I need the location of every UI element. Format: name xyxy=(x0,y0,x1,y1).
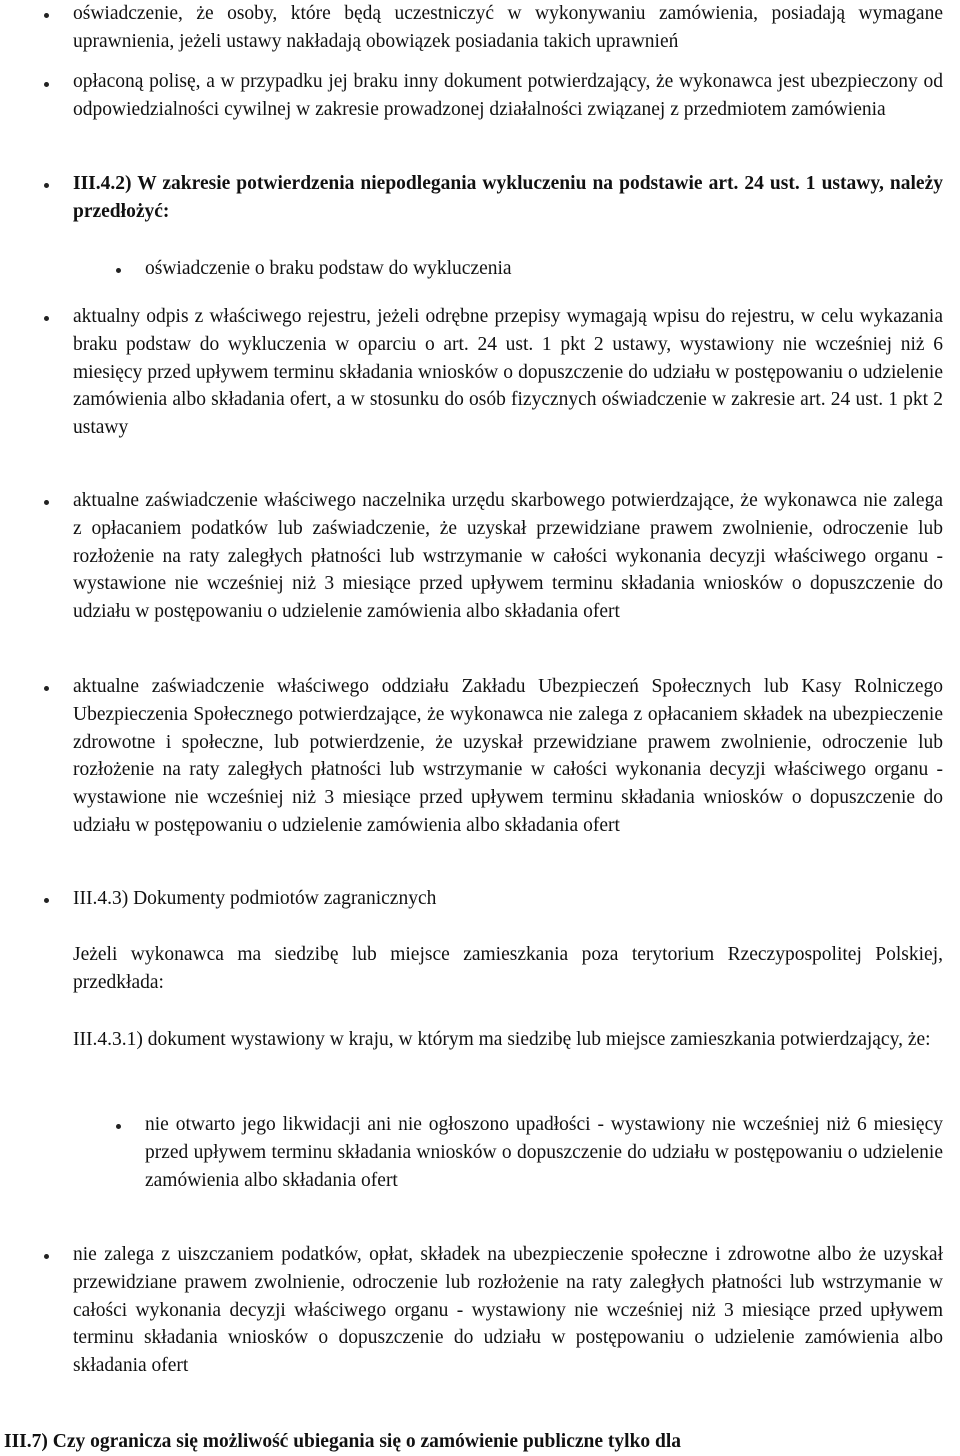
paragraph-zus-krus: aktualne zaświadczenie właściwego oddziału Zakładu Ubezpieczeń Społecznych lub Kasy Rolniczego Ubezpieczenia Społecznego potwierdzające, że wykonawca nie zalega z opłacaniem składek na ubezpieczenie zdrowotne i społeczne, lub potwierdzenie, że uzyskał przewidziane prawem zwolnienie, odroczenie lub rozłożenie na raty zaległych płatności lub wstrzymanie w całości wykonania decyzji właściwego organu - wystawione nie wcześniej niż 3 miesiące przed upływem terminu składania wniosków o dopuszczenie do udziału w postępowaniu o udzielenie zamówienia albo składania ofert xyxy=(73,676,943,836)
paragraph-brak-podstaw: oświadczenie o braku podstaw do wykluczenia xyxy=(145,258,512,279)
paragraph-polisa: opłaconą polisę, a w przypadku jej braku inny dokument potwierdzający, że wykonawca jest ubezpieczony od odpowiedzialności cywilnej w zakresie prowadzonej działalności związanej z przedmiotem zamówienia xyxy=(73,71,943,120)
section-heading-iii-7: III.7) Czy ogranicza się możliwość ubiegania się o zamówienie publiczne tylko dla xyxy=(4,1431,682,1452)
section-heading-iii-4-3: III.4.3) Dokumenty podmiotów zagranicznych xyxy=(73,888,437,909)
paragraph-urzad-skarbowy: aktualne zaświadczenie właściwego naczelnika urzędu skarbowego potwierdzające, że wykonawca nie zalega z opłacaniem podatków lub zaświadczenie, że uzyskał przewidziane prawem zwolnienie, odroczenie lub rozłożenie na raty zaległych płatności lub wstrzymanie w całości wykonania decyzji właściwego organu - wystawione nie wcześniej niż 3 miesiące przed upływem terminu składania wniosków o dopuszczenie do udziału w postępowaniu o udzielenie zamówienia albo składania ofert xyxy=(73,490,943,623)
bullet xyxy=(44,13,49,18)
bullet xyxy=(44,500,49,505)
bullet xyxy=(116,268,121,273)
paragraph-likwidacja: nie otwarto jego likwidacji ani nie ogłoszono upadłości - wystawiony nie wcześniej niż 6 miesięcy przed upływem terminu składania wniosków o dopuszczenie do udziału w postępowaniu o udzielenie zamówienia albo składania ofert xyxy=(145,1114,943,1191)
bullet xyxy=(116,1124,121,1129)
section-heading-iii-4-2: III.4.2) W zakresie potwierdzenia niepodlegania wykluczeniu na podstawie art. 24 ust. 1 ustawy, należy przedłożyć: xyxy=(73,173,943,222)
paragraph-podatki-skladki: nie zalega z uiszczaniem podatków, opłat, składek na ubezpieczenie społeczne i zdrowotne albo że uzyskał przewidziane prawem zwolnienie, odroczenie lub rozłożenie na raty zaległych płatności lub wstrzymanie w całości wykonania decyzji właściwego organu - wystawiony nie wcześniej niż 3 miesiące przed upływem terminu składania wniosków o dopuszczenie do udziału w postępowaniu o udzielenie zamówienia albo składania ofert xyxy=(73,1244,943,1377)
bullet xyxy=(44,82,49,87)
bullet xyxy=(44,1254,49,1259)
bullet xyxy=(44,898,49,903)
bullet xyxy=(44,316,49,321)
bullet xyxy=(44,183,49,188)
paragraph-zagraniczni: Jeżeli wykonawca ma siedzibę lub miejsce zamieszkania poza terytorium Rzeczypospolitej Polskiej, przedkłada: xyxy=(73,944,943,993)
paragraph-odpis-rejestru: aktualny odpis z właściwego rejestru, jeżeli odrębne przepisy wymagają wpisu do rejestru, w celu wykazania braku podstaw do wykluczenia w oparciu o art. 24 ust. 1 pkt 2 ustawy, wystawiony nie wcześniej niż 6 miesięcy przed upływem terminu składania wniosków o dopuszczenie do udziału w postępowaniu o udzielenie zamówienia albo składania ofert, a w stosunku do osób fizycznych oświadczenie w zakresie art. 24 ust. 1 pkt 2 ustawy xyxy=(73,306,943,439)
bullet xyxy=(44,686,49,691)
paragraph-uprawnienia: oświadczenie, że osoby, które będą uczestniczyć w wykonywaniu zamówienia, posiadają wymagane uprawnienia, jeżeli ustawy nakładają obowiązek posiadania takich uprawnień xyxy=(73,3,943,52)
paragraph-iii-4-3-1: III.4.3.1) dokument wystawiony w kraju, w którym ma siedzibę lub miejsce zamieszkania potwierdzający, że: xyxy=(73,1029,931,1050)
